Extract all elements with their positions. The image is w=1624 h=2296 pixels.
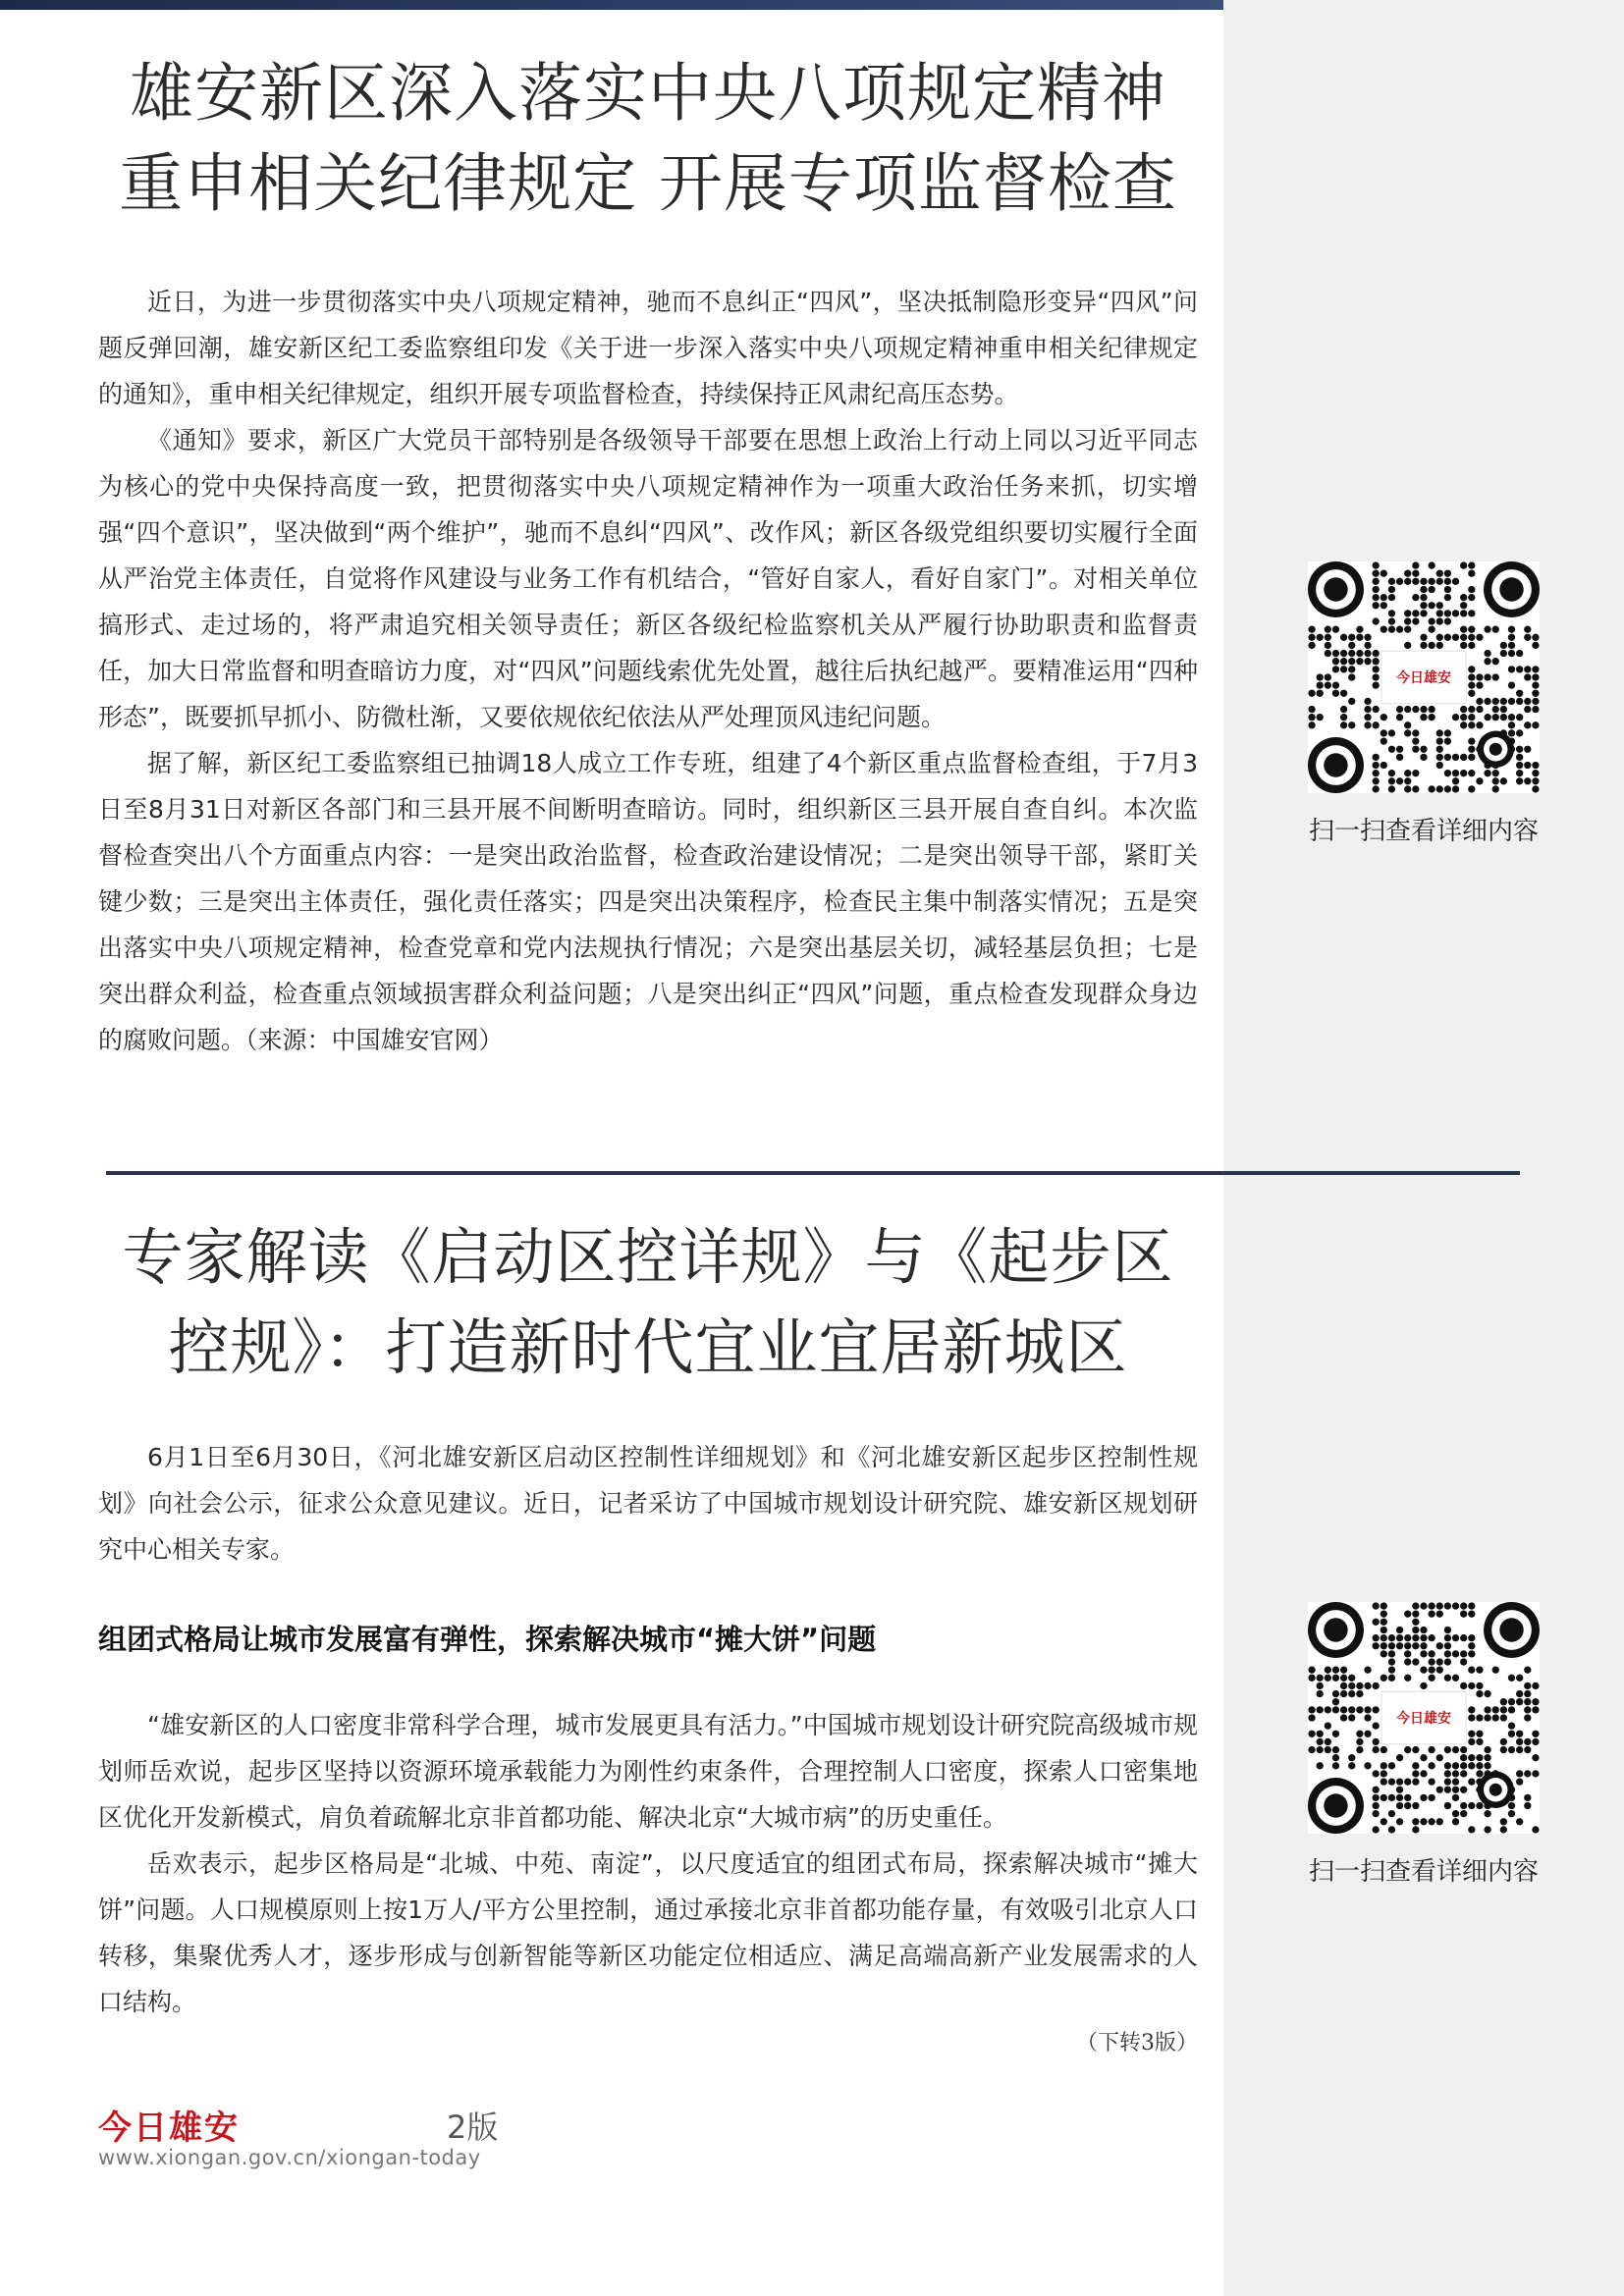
qr-center-logo: 今日雄安 — [1396, 1711, 1451, 1727]
qr-code-1[interactable] — [1308, 561, 1540, 793]
article-2-paragraph-1: “雄安新区的人口密度非常科学合理，城市发展更具有活力。”中国城市规划设计研究院高级城市规划师岳欢说，起步区坚持以资源环境承载能力为刚性约束条件，合理控制人口密度，探索人口密集地区优化开发新模式，肩负着疏解北京非首都功能、解决北京“大城市病”的历史重任。 — [98, 1711, 1198, 1832]
article-1-body — [98, 279, 1198, 1063]
section-divider — [106, 1171, 1520, 1175]
article-2-subheading: 组团式格局让城市发展富有弹性，探索解决城市“摊大饼”问题 — [98, 1623, 877, 1656]
article-1 — [98, 49, 1198, 1063]
article-2-title — [98, 1212, 1198, 1393]
article-2-title-line-2: 控规》：打造新时代宜业宜居新城区 — [168, 1311, 1128, 1383]
article-2 — [98, 1212, 1198, 2058]
continue-note: （下转3版） — [1076, 2031, 1198, 2056]
article-2-title-line-1: 专家解读《启动区控详规》与《起步区 — [122, 1221, 1174, 1293]
article-1-paragraph-1: 近日，为进一步贯彻落实中央八项规定精神，驰而不息纠正“四风”，坚决抵制隐形变异“四风”问题反弹回潮，雄安新区纪工委监察组印发《关于进一步深入落实中央八项规定精神重申相关纪律规定的通知》，重申相关纪律规定，组织开展专项监督检查，持续保持正风肃纪高压态势。 — [98, 288, 1198, 408]
article-1-title-line-2: 重申相关纪律规定 开展专项监督检查 — [119, 147, 1177, 221]
qr-code-2[interactable] — [1308, 1602, 1540, 1834]
article-1-paragraph-2: 《通知》要求，新区广大党员干部特别是各级领导干部要在思想上政治上行动上同以习近平同志为核心的党中央保持高度一致，把贯彻落实中央八项规定精神作为一项重大政治任务来抓，切实增强“四个意识”，坚决做到“两个维护”，驰而不息纠“四风”、改作风；新区各级党组织要切实履行全面从严治党主体责任，自觉将作风建设与业务工作有机结合，“管好自家人，看好自家门”。对相关单位搞形式、走过场的，将严肃追究相关领导责任；新区各级纪检监察机关从严履行协助职责和监督责任，加大日常监督和明查暗访力度，对“四风”问题线索优先处置，越往后执纪越严。要精准运用“四种形态”，既要抓早抓小、防微杜渐，又要依规依纪依法从严处理顶风违纪问题。 — [98, 426, 1198, 731]
right-sidebar — [1223, 0, 1624, 2296]
qr-code-block-2 — [1306, 1602, 1542, 1888]
qr-code-icon — [1308, 561, 1540, 793]
article-2-intro: 6月1日至6月30日，《河北雄安新区启动区控制性详细规划》和《河北雄安新区起步区控制性规划》向社会公示，征求公众意见建议。近日，记者采访了中国城市规划设计研究院、雄安新区规划研究中心相关专家。 — [98, 1443, 1198, 1564]
article-2-paragraph-2: 岳欢表示，起步区格局是“北城、中苑、南淀”，以尺度适宜的组团式布局，探索解决城市“摊大饼”问题。人口规模原则上按1万人/平方公里控制，通过承接北京非首都功能存量，有效吸引北京人口转移，集聚优秀人才，逐步形成与创新智能等新区功能定位相适应、满足高端高新产业发展需求的人口结构。 — [98, 1849, 1198, 2016]
article-1-title-line-1: 雄安新区深入落实中央八项规定精神 — [129, 57, 1166, 131]
article-1-paragraph-3: 据了解，新区纪工委监察组已抽调18人成立工作专班，组建了4个新区重点监督检查组，于7月3日至8月31日对新区各部门和三县开展不间断明查暗访。同时，组织新区三县开展自查自纠。本次监督检查突出八个方面重点内容：一是突出政治监督，检查政治建设情况；二是突出领导干部，紧盯关键少数；三是突出主体责任，强化责任落实；四是突出决策程序，检查民主集中制落实情况；五是突出落实中央八项规定精神，检查党章和党内法规执行情况；六是突出基层关切，减轻基层负担；七是突出群众利益，检查重点领域损害群众利益问题；八是突出纠正“四风”问题，重点检查发现群众身边的腐败问题。（来源：中国雄安官网） — [98, 749, 1198, 1054]
article-2-body — [98, 1434, 1198, 2058]
page-number: 2版 — [447, 2109, 499, 2146]
footer-url[interactable]: www.xiongan.gov.cn/xiongan-today — [98, 2146, 481, 2169]
qr-caption-2: 扫一扫查看详细内容 — [1308, 1857, 1539, 1887]
qr-caption-1: 扫一扫查看详细内容 — [1308, 817, 1539, 846]
newspaper-logo: 今日雄安 — [98, 2109, 240, 2148]
qr-code-icon — [1308, 1602, 1540, 1834]
article-1-title — [98, 49, 1198, 230]
qr-code-block-1 — [1306, 561, 1542, 847]
top-banner-bar — [0, 0, 1227, 10]
qr-center-logo: 今日雄安 — [1396, 670, 1451, 686]
